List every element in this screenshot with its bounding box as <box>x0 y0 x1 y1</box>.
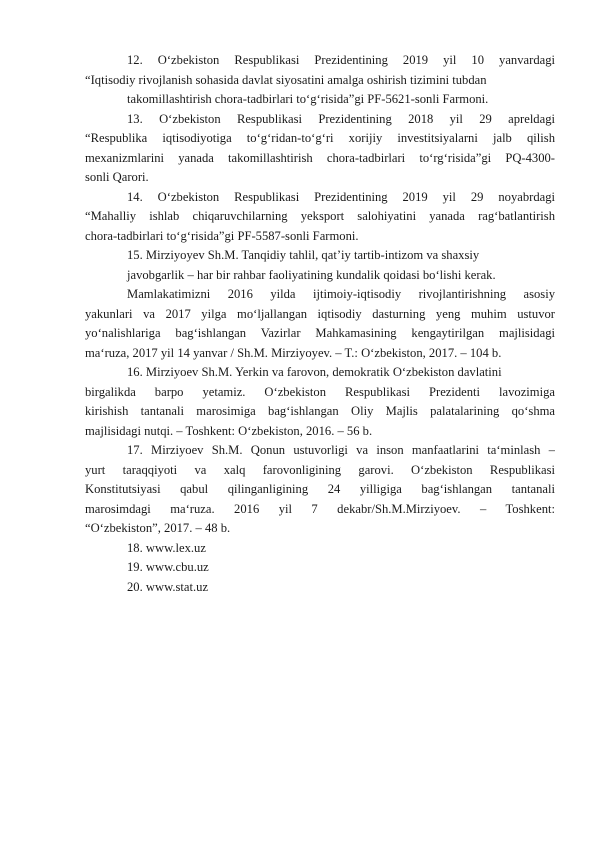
text-line: mexanizmlarini yanada takomillashtirish chora-tadbirlari to‘rg‘risida”gi PQ-4300- <box>85 150 555 165</box>
text-line: yakunlari va 2017 yilga mo‘ljallangan iqtisodiy dasturning yeng muhim ustuvor <box>85 306 555 321</box>
text-line: “O‘zbekiston”, 2017. – 48 b. <box>85 521 231 535</box>
text-line: sonli Qarori. <box>85 170 149 184</box>
text-line: majlisidagi nutqi. – Toshkent: O‘zbekiston, 2016. – 56 b. <box>85 423 373 438</box>
text-line: 20. www.stat.uz <box>127 579 209 594</box>
text-line: “Respublika iqtisodiyotiga to‘g‘ridan-to‘g‘ri xorijiy investitsiyalarni jalb qilish <box>85 131 555 145</box>
text-line: 17. Mirziyoev Sh.M. Qonun ustuvorligi va inson manfaatlarini ta‘minlash – <box>127 443 555 457</box>
text-line: 13. O‘zbekiston Respublikasi Prezidentining 2018 yil 29 apreldagi <box>127 111 555 126</box>
text-line: kirishish tantanali marosimiga bag‘ishlangan Oliy Majlis palatalarining qo‘shma <box>85 404 555 418</box>
text-line: 14. O‘zbekiston Respublikasi Prezidentining 2019 yil 29 noyabrdagi <box>127 189 555 204</box>
text-line: javobgarlik – har bir rahbar faoliyatining kundalik qoidasi bo‘lishi kerak. <box>127 267 496 282</box>
text-line: chora-tadbirlari to‘g‘risida”gi PF-5587-sonli Farmoni. <box>85 228 359 243</box>
text-line: Mamlakatimizni 2016 yilda ijtimoiy-iqtisodiy rivojlantirishning asosiy <box>127 287 555 301</box>
text-line: ma‘ruza, 2017 yil 14 yanvar / Sh.M. Mirziyoyev. – T.: O‘zbekiston, 2017. – 104 b. <box>85 345 502 360</box>
text-line: Konstitutsiyasi qabul qilinganligining 24 yilligiga bag‘ishlangan tantanali <box>85 482 555 496</box>
text-line: yurt taraqqiyoti va xalq farovonligining garovi. O‘zbekiston Respublikasi <box>85 462 555 477</box>
text-line: 19. www.cbu.uz <box>127 560 209 574</box>
text-line: 12. O‘zbekiston Respublikasi Prezidentining 2019 yil 10 yanvardagi <box>127 53 555 67</box>
reference-list <box>85 51 555 597</box>
text-line: takomillashtirish chora-tadbirlari to‘g‘risida”gi PF-5621-sonli Farmoni. <box>127 92 489 106</box>
text-line: “Iqtisodiy rivojlanish sohasida davlat siyosatini amalga oshirish tizimini tubdan <box>85 72 487 87</box>
text-line: 15. Mirziyoyev Sh.M. Tanqidiy tahlil, qat’iy tartib-intizom va shaxsiy <box>127 248 480 262</box>
text-line: marosimdagi ma‘ruza. 2016 yil 7 dekabr/Sh.M.Mirziyoev. – Toshkent: <box>85 501 555 516</box>
text-line: 18. www.lex.uz <box>127 540 206 555</box>
text-line: yo‘nalishlariga bag‘ishlangan Vazirlar Mahkamasining kengaytirilgan majlisidagi <box>85 326 555 340</box>
text-line: 16. Mirziyoev Sh.M. Yerkin va farovon, demokratik O‘zbekiston davlatini <box>127 365 502 379</box>
text-line: birgalikda barpo yetamiz. O‘zbekiston Respublikasi Prezidenti lavozimiga <box>85 384 555 399</box>
text-line: “Mahalliy ishlab chiqaruvchilarning yeksport salohiyatini yanada rag‘batlantirish <box>85 209 555 223</box>
